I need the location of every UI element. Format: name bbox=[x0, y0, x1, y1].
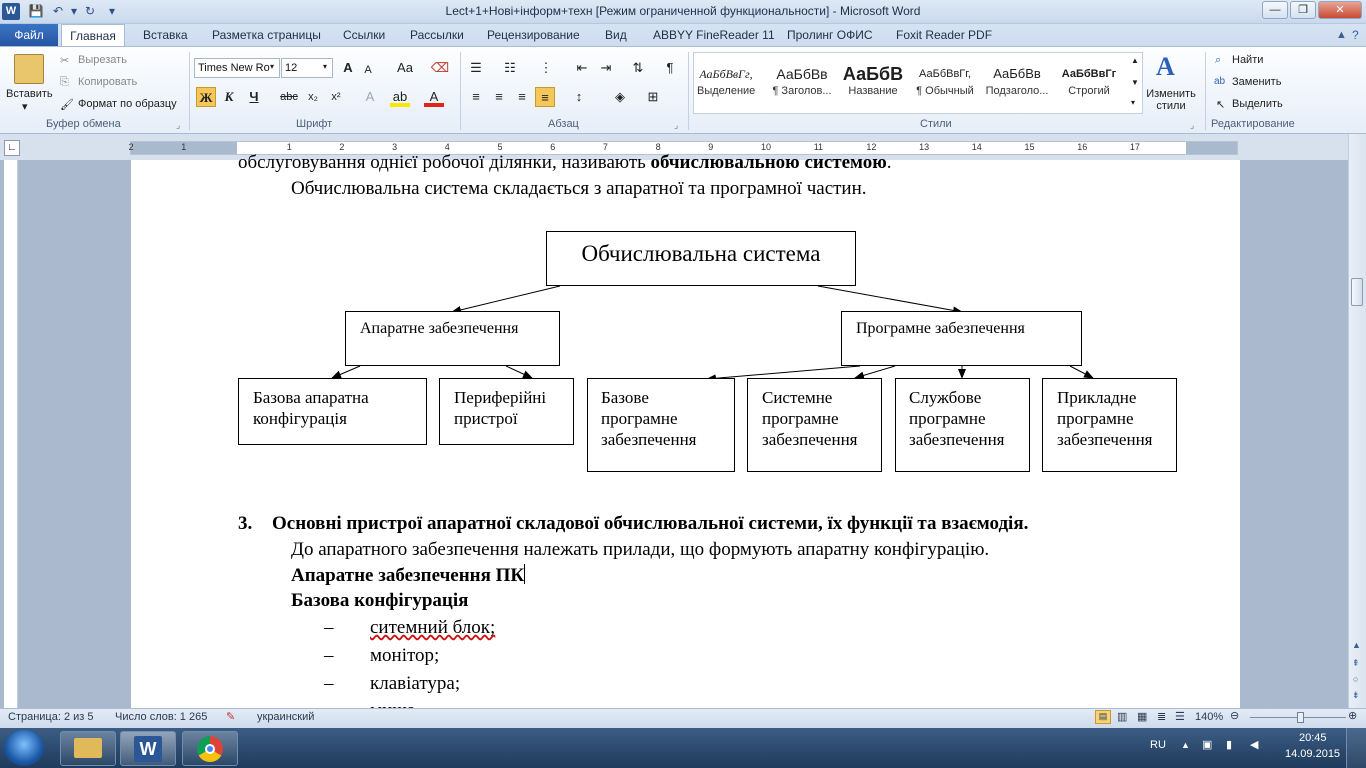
change-styles-button[interactable]: Изменить стили bbox=[1146, 88, 1196, 112]
diagram-sw-service-box: Службове програмне забезпечення bbox=[895, 378, 1030, 472]
arrow-hw-to-base bbox=[332, 366, 360, 378]
window-title: Lect+1+Нові+інформ+техн [Режим ограниченной функциональности] - Microsoft Word bbox=[445, 4, 921, 18]
draft-icon[interactable]: ☰ bbox=[1175, 711, 1185, 723]
save-icon[interactable]: 💾 bbox=[28, 4, 44, 18]
change-case-button[interactable]: Aa bbox=[397, 60, 413, 75]
ruler-number: 11 bbox=[813, 142, 824, 152]
group-label-clipboard: Буфер обмена bbox=[46, 118, 121, 130]
format-painter-button[interactable]: Формат по образцу bbox=[78, 98, 177, 110]
clock-time[interactable]: 20:45 bbox=[1299, 732, 1327, 744]
bullets-icon[interactable]: ☰ bbox=[470, 60, 482, 75]
font-size-dropdown-icon[interactable]: ▾ bbox=[323, 62, 328, 71]
styles-scroll-up-icon[interactable]: ▲ bbox=[1131, 56, 1139, 65]
align-right-icon[interactable]: ≡ bbox=[518, 89, 526, 104]
outline-icon[interactable]: ≣ bbox=[1157, 711, 1167, 723]
zoom-out-icon[interactable]: ⊖ bbox=[1230, 710, 1240, 722]
doc-line-top: обслуговування однієї робочої ділянки, називають обчислювальною системою. bbox=[238, 152, 892, 173]
show-desktop-button[interactable] bbox=[1346, 728, 1366, 768]
tab-home[interactable]: Главная bbox=[61, 24, 125, 47]
format-painter-icon[interactable]: 🖌 bbox=[60, 99, 74, 111]
diagram-sw-system-box: Системне програмне забезпечення bbox=[747, 378, 882, 472]
help-icon[interactable]: ? bbox=[1352, 28, 1359, 42]
network-icon[interactable]: ▮ bbox=[1226, 739, 1233, 751]
font-size-combo[interactable]: 12 bbox=[281, 58, 333, 78]
cut-icon[interactable]: ✂ bbox=[60, 55, 70, 67]
tab-view[interactable]: Вид bbox=[605, 28, 627, 42]
zoom-in-icon[interactable]: ⊕ bbox=[1348, 710, 1358, 722]
clear-formatting-icon[interactable]: ⌫ bbox=[430, 60, 450, 75]
strikethrough-button[interactable]: abc bbox=[280, 91, 298, 103]
status-page[interactable]: Страница: 2 из 5 bbox=[8, 711, 94, 723]
increase-indent-icon[interactable]: ⇥ bbox=[600, 60, 612, 75]
full-screen-reading-icon[interactable]: ▥ bbox=[1117, 711, 1128, 723]
find-icon[interactable]: ⌕ bbox=[1215, 54, 1222, 66]
taskbar-explorer[interactable] bbox=[60, 731, 116, 766]
ruler-number: 14 bbox=[971, 142, 982, 152]
style-emphasis[interactable]: АаБбВвГг, Выделение bbox=[697, 67, 756, 97]
font-name-combo[interactable]: Times New Ro bbox=[194, 58, 280, 78]
superscript-button[interactable]: x² bbox=[331, 91, 341, 103]
group-label-font: Шрифт bbox=[296, 118, 333, 130]
arrow-sw-to-system bbox=[855, 366, 895, 378]
tab-references[interactable]: Ссылки bbox=[343, 28, 386, 42]
tab-file[interactable]: Файл bbox=[0, 24, 58, 46]
borders-icon[interactable]: ⊞ bbox=[647, 89, 659, 104]
tab-selector-icon[interactable]: ∟ bbox=[4, 140, 20, 156]
ruler-number: 1 bbox=[181, 142, 187, 152]
align-center-icon[interactable]: ≡ bbox=[495, 89, 503, 104]
scroll-up-arrow-icon[interactable]: ▲ bbox=[1352, 640, 1361, 650]
text-effects-icon[interactable]: A bbox=[365, 89, 375, 104]
replace-button[interactable]: Заменить bbox=[1232, 76, 1282, 88]
highlight-color-icon[interactable]: ab bbox=[390, 87, 410, 107]
underline-button[interactable]: Ч bbox=[249, 89, 259, 104]
close-button[interactable]: ✕ bbox=[1318, 1, 1362, 19]
ruler-number: 13 bbox=[919, 142, 930, 152]
ruler-number: 2 bbox=[128, 142, 134, 152]
status-language[interactable]: украинский bbox=[257, 711, 315, 723]
paste-button[interactable]: Вставить bbox=[6, 88, 53, 100]
doc-paragraph-1: До апаратного забезпечення належать прилади, що формують апаратну конфігурацію. bbox=[291, 539, 990, 560]
ruler-number: 15 bbox=[1024, 142, 1035, 152]
arrow-hw-to-periph bbox=[506, 366, 532, 378]
diagram-sw-box: Програмне забезпечення bbox=[841, 311, 1082, 366]
ruler-number: 5 bbox=[497, 142, 503, 152]
list-dash: – bbox=[324, 617, 334, 638]
arrow-root-to-hw bbox=[452, 286, 560, 312]
tab-foxit[interactable]: Foxit Reader PDF bbox=[896, 28, 993, 42]
diagram-hw-periph-box: Периферійні пристрої bbox=[439, 378, 574, 445]
list-item-partial bbox=[324, 700, 524, 708]
paste-dropdown-icon[interactable]: ▾ bbox=[22, 101, 28, 113]
replace-icon[interactable]: ab bbox=[1214, 76, 1226, 87]
ruler-number: 10 bbox=[761, 142, 772, 152]
status-words[interactable]: Число слов: 1 265 bbox=[115, 711, 208, 723]
doc-line-2: Обчислювальна система складається з апаратної та програмної частин. bbox=[291, 178, 867, 199]
word-app-icon[interactable]: W bbox=[2, 3, 20, 20]
undo-dropdown-icon[interactable]: ▾ bbox=[70, 4, 78, 18]
list-dash: – bbox=[324, 645, 334, 666]
styles-launcher-icon[interactable]: ⌟ bbox=[1190, 120, 1195, 130]
undo-icon[interactable]: ↶ bbox=[52, 4, 64, 18]
subscript-button[interactable]: x₂ bbox=[308, 91, 318, 103]
select-button[interactable]: Выделить bbox=[1232, 98, 1283, 110]
ruler-number: 9 bbox=[708, 142, 714, 152]
next-page-icon[interactable]: ⇟ bbox=[1352, 690, 1360, 700]
style-heading[interactable]: АаБбВв ¶ Заголов... bbox=[772, 66, 832, 97]
styles-scroll-down-icon[interactable]: ▼ bbox=[1131, 78, 1139, 87]
proofing-icon[interactable]: ✎ bbox=[226, 711, 236, 723]
shading-icon[interactable]: ◈ bbox=[615, 89, 625, 104]
diagram-hw-base-box: Базова апаратна конфігурація bbox=[238, 378, 427, 445]
redo-icon[interactable]: ↻ bbox=[84, 4, 96, 18]
ruler-number: 4 bbox=[444, 142, 450, 152]
zoom-level[interactable]: 140% bbox=[1195, 711, 1224, 723]
list-item: ситемний блок; bbox=[370, 617, 496, 638]
tab-abbyy[interactable]: ABBYY FineReader 11 bbox=[653, 28, 775, 42]
style-title[interactable]: АаБбВ Название bbox=[842, 64, 904, 97]
tray-expand-icon[interactable]: ▲ bbox=[1181, 740, 1190, 750]
web-layout-icon[interactable]: ▦ bbox=[1137, 711, 1148, 723]
shrink-font-button[interactable]: A bbox=[364, 64, 372, 76]
list-item: монітор; bbox=[370, 645, 440, 666]
clipboard-launcher-icon[interactable]: ⌟ bbox=[176, 120, 181, 130]
diagram-sw-basic-box: Базове програмне забезпечення bbox=[587, 378, 735, 472]
section-number: 3. bbox=[238, 513, 253, 534]
customize-qat-icon[interactable]: ▾ bbox=[108, 4, 116, 18]
style-strong[interactable]: АаБбВвГг Строгий bbox=[1061, 68, 1117, 97]
copy-icon[interactable]: ⎘ bbox=[60, 76, 69, 88]
bold-button[interactable]: Ж bbox=[196, 87, 216, 107]
multilevel-list-icon[interactable]: ⋮ bbox=[539, 60, 553, 75]
tab-mailings[interactable]: Рассылки bbox=[410, 28, 464, 42]
ruler-number: 16 bbox=[1077, 142, 1088, 152]
paragraph-launcher-icon[interactable]: ⌟ bbox=[674, 120, 679, 130]
cut-button[interactable]: Вырезать bbox=[78, 54, 127, 66]
select-icon[interactable]: ↖ bbox=[1216, 99, 1226, 111]
ruler-number: 8 bbox=[655, 142, 661, 152]
copy-button[interactable]: Копировать bbox=[78, 76, 138, 88]
decrease-indent-icon[interactable]: ⇤ bbox=[576, 60, 588, 75]
group-label-editing: Редактирование bbox=[1211, 118, 1295, 130]
group-label-paragraph: Абзац bbox=[548, 118, 579, 130]
volume-icon[interactable]: ◀ bbox=[1250, 739, 1259, 751]
doc-paragraph-3: Базова конфігурація bbox=[291, 590, 469, 611]
ruler-number: 17 bbox=[1129, 142, 1140, 152]
tab-proling[interactable]: Пролинг ОФИС bbox=[787, 28, 873, 42]
style-normal[interactable]: АаБбВвГг, ¶ Обычный bbox=[916, 68, 974, 97]
diagram-sw-applied-box: Прикладне програмне забезпечення bbox=[1042, 378, 1177, 472]
styles-more-icon[interactable]: ▾ bbox=[1131, 98, 1136, 107]
doc-paragraph-2: Апаратне забезпечення ПК bbox=[291, 565, 525, 586]
start-button[interactable] bbox=[4, 730, 44, 766]
ruler-number: 6 bbox=[550, 142, 556, 152]
ruler-number: 2 bbox=[339, 142, 345, 152]
tab-insert[interactable]: Вставка bbox=[143, 28, 188, 42]
list-item: клавіатура; bbox=[370, 673, 461, 694]
arrow-sw-to-applied bbox=[1070, 366, 1093, 378]
ruler-number: 1 bbox=[286, 142, 292, 152]
taskbar-word[interactable]: W bbox=[120, 731, 176, 766]
prev-page-icon[interactable]: ⇞ bbox=[1352, 658, 1360, 668]
ruler-number: 12 bbox=[866, 142, 877, 152]
clock-date[interactable]: 14.09.2015 bbox=[1285, 748, 1341, 760]
list-dash: – bbox=[324, 673, 334, 694]
find-button[interactable]: Найти bbox=[1232, 54, 1264, 66]
italic-button[interactable]: К bbox=[224, 89, 234, 104]
ribbon-collapse-icon[interactable]: ▲ bbox=[1336, 29, 1347, 41]
line-spacing-icon[interactable]: ↕ bbox=[575, 89, 583, 104]
zoom-slider-thumb[interactable] bbox=[1297, 712, 1304, 723]
justify-icon[interactable]: ≡ bbox=[535, 87, 555, 107]
change-styles-icon[interactable]: A bbox=[1156, 52, 1175, 81]
maximize-button[interactable]: ❐ bbox=[1290, 1, 1316, 19]
ruler-number: 7 bbox=[602, 142, 608, 152]
minimize-button[interactable]: — bbox=[1262, 1, 1288, 19]
tab-page-layout[interactable]: Разметка страницы bbox=[212, 28, 321, 42]
arrow-root-to-sw bbox=[818, 286, 962, 312]
numbering-icon[interactable]: ☷ bbox=[504, 60, 516, 75]
input-language[interactable]: RU bbox=[1150, 739, 1166, 751]
print-layout-icon[interactable]: ▤ bbox=[1095, 710, 1111, 724]
show-marks-icon[interactable]: ¶ bbox=[666, 60, 674, 75]
font-color-icon[interactable]: A bbox=[424, 87, 444, 107]
tab-review[interactable]: Рецензирование bbox=[487, 28, 580, 42]
diagram-root-box: Обчислювальна система bbox=[546, 231, 856, 286]
taskbar-chrome[interactable] bbox=[182, 731, 238, 766]
diagram-hw-box: Апаратне забезпечення bbox=[345, 311, 560, 366]
tray-app-icon[interactable]: ▣ bbox=[1202, 739, 1213, 751]
group-label-styles: Стили bbox=[920, 118, 952, 130]
grow-font-button[interactable]: A bbox=[343, 60, 353, 75]
align-left-icon[interactable]: ≡ bbox=[472, 89, 480, 104]
font-name-dropdown-icon[interactable]: ▾ bbox=[270, 62, 275, 71]
sort-icon[interactable]: ⇅ bbox=[632, 60, 644, 75]
browse-object-icon[interactable]: ○ bbox=[1353, 674, 1359, 684]
section-heading: Основні пристрої апаратної складової обчислювальної системи, їх функції та взаємодія. bbox=[272, 513, 1029, 534]
text-cursor bbox=[524, 564, 525, 584]
style-subtitle[interactable]: АаБбВв Подзаголо... bbox=[985, 66, 1049, 97]
ruler-number: 3 bbox=[392, 142, 398, 152]
